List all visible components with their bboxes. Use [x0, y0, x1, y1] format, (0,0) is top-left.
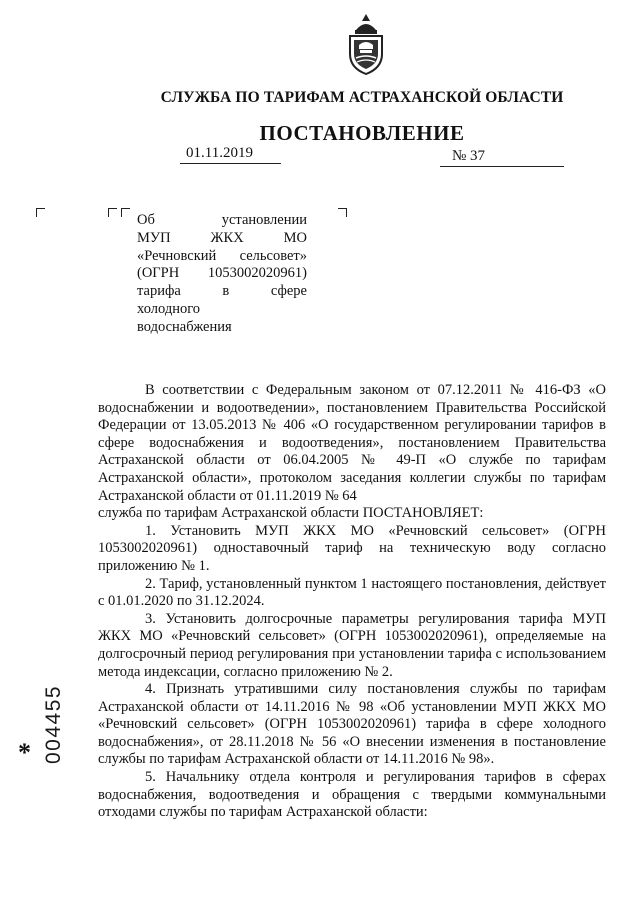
preamble-paragraph: В соответствии с Федеральным законом от 07.12.2011 № 416-ФЗ «О водоснабжении и водоотведении», постановлением Правительства Российской Федерации от 13.05.2013 № 406 «О государственном регулировании тарифов в сфере водоснабжения и водоотведения», постановлением Правительства Астраханской области от 06.04.2005 № 49-П «О службе по тарифам Астраханской области», протоколом заседания коллегии службы по тарифам Астраханской области от 01.11.2019 № 64: [98, 382, 606, 504]
subject-line: тарифа в сфере: [137, 283, 307, 300]
subject-line: водоснабжения: [137, 318, 232, 335]
subject-line: холодного: [137, 300, 201, 317]
subject-line: «Речновский сельсовет»: [137, 247, 307, 264]
document-date: 01.11.2019: [180, 145, 281, 164]
subject-line: (ОГРН 1053002020961): [137, 265, 307, 282]
corner-mark: [108, 208, 117, 217]
clause-3: 3. Установить долгосрочные параметры регулирования тарифа МУП ЖКХ МО «Речновский сельсовет» (ОГРН 1053002020961), определяемые на долгосрочный период регулирования при установлении тарифа с использованием метода индексации, согласно приложению № 2.: [98, 610, 606, 680]
agency-name: СЛУЖБА ПО ТАРИФАМ АСТРАХАНСКОЙ ОБЛАСТИ: [160, 89, 564, 106]
subject-line: МУП ЖКХ МО: [137, 229, 307, 246]
subject-line: Об установлении: [137, 212, 307, 228]
document-number: № 37: [440, 148, 564, 167]
stamp-star: *: [18, 738, 31, 767]
clause-4: 4. Признать утратившими силу постановления службы по тарифам Астраханской области от 14.11.2016 № 98 «Об установлении МУП ЖКХ МО «Речновский сельсовет» (ОГРН 1053002020961) тарифа в сфере холодного водоснабжения», от 28.11.2018 № 56 «О внесении изменения в постановление службы по тарифам Астраханской области от 14.11.2016 № 98».: [98, 681, 606, 768]
document-body: [98, 382, 606, 822]
document-type: ПОСТАНОВЛЕНИЕ: [259, 121, 465, 145]
document-subject: [137, 212, 307, 337]
corner-mark: [36, 208, 45, 217]
corner-mark: [121, 208, 130, 217]
registration-stamp-number: 004455: [42, 684, 65, 764]
clause-2: 2. Тариф, установленный пунктом 1 настоящего постановления, действует с 01.01.2020 по 31.12.2024.: [98, 575, 606, 610]
clause-1: 1. Установить МУП ЖКХ МО «Речновский сельсовет» (ОГРН 1053002020961) одноставочный тариф на техническую воду согласно приложению № 1.: [98, 522, 606, 574]
clause-5: 5. Начальнику отдела контроля и регулирования тарифов в сферах водоснабжения, водоотведения и обращения с твердыми коммунальными отходами службы по тарифам Астраханской области:: [98, 769, 606, 821]
resolves-line: служба по тарифам Астраханской области ПОСТАНОВЛЯЕТ:: [98, 505, 484, 522]
corner-mark: [338, 208, 347, 217]
coat-of-arms-icon: [342, 12, 390, 76]
